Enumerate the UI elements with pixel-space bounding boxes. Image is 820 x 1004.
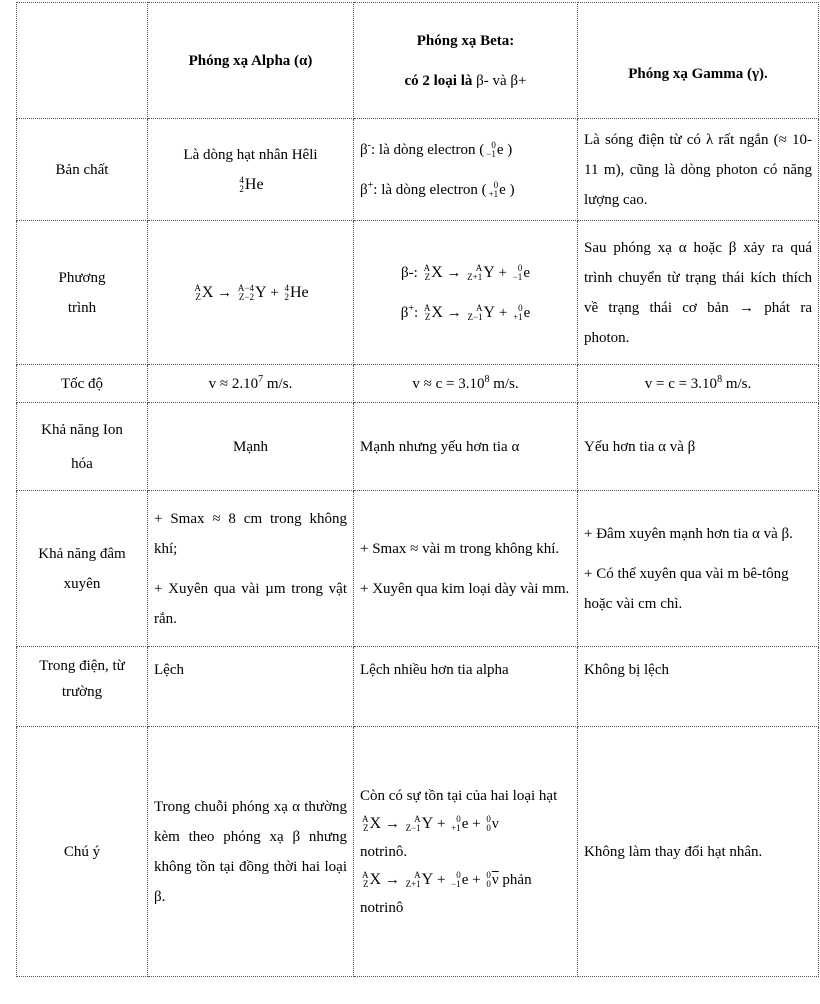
chu-y-beta-intro: Còn có sự tồn tại của hai loại hạt: [360, 787, 558, 804]
chu-y-equation-2: A Z X → A Z+1 Y + 0 −1 e + 0 0 $\overline{\nu}$ phản: [362, 870, 532, 890]
beta-minus-nature: β-: là dòng electron ( 0 −1 e ): [360, 139, 513, 160]
chu-y-beta: [354, 727, 578, 977]
toc-do-gamma: $v = c = 3.10^8$ m/s.: [578, 365, 819, 403]
chu-y-gamma: Không làm thay đổi hạt nhân.: [578, 727, 819, 977]
dien-tu-beta: Lệch nhiều hơn tia alpha: [354, 647, 578, 727]
row-dam-xuyen: [17, 491, 819, 647]
dam-xuyen-alpha-1: + Smax ≈ 8 cm trong không khí;: [154, 510, 347, 557]
label-phuong-trinh: Phương trình: [17, 221, 148, 365]
row-phuong-trinh: [17, 221, 819, 365]
label-dien-tu: Trong điện, từ trường: [17, 647, 148, 727]
ion-hoa-beta: Mạnh nhưng yếu hơn tia α: [354, 403, 578, 491]
alpha-equation: A Z X → A−4 Z−2 Y + 4 2 He: [148, 221, 354, 365]
row-chu-y: [17, 727, 819, 977]
header-alpha: Phóng xạ Alpha (α): [148, 3, 354, 119]
label-ban-chat: Bản chất: [17, 119, 148, 221]
header-beta-title: Phóng xạ Beta:: [416, 32, 515, 49]
beta-plus-nature: β+: là dòng electron ( 0 +1 e ): [360, 179, 515, 200]
label-toc-do: Tốc độ: [17, 365, 148, 403]
row-ban-chat: [17, 119, 819, 221]
dien-tu-gamma: Không bị lệch: [578, 647, 819, 727]
header-beta-sub-prefix: có 2 loại là: [404, 72, 477, 89]
helium-symbol: He: [244, 175, 264, 193]
chu-y-alpha: Trong chuỗi phóng xạ α thường kèm theo phóng xạ β nhưng không tồn tại đồng thời hai loại β.: [148, 727, 354, 977]
label-chu-y: Chú ý: [17, 727, 148, 977]
header-beta-subtitle: [360, 61, 571, 101]
toc-do-beta: $v \approx c = 3.10^8$ m/s.: [354, 365, 578, 403]
dam-xuyen-gamma-2: + Có thể xuyên qua vài m bê-tông hoặc vài cm chì.: [584, 565, 789, 612]
row-toc-do: [17, 365, 819, 403]
dam-xuyen-beta-2: + Xuyên qua kim loại dày vài mm.: [360, 580, 570, 597]
beta-plus-equation: β+: A Z X → A Z−1 Y + 0 +1 e: [400, 302, 531, 323]
dam-xuyen-alpha: [148, 491, 354, 647]
chu-y-antineutrino: notrinô: [360, 899, 404, 916]
ban-chat-beta: [354, 119, 578, 221]
ban-chat-gamma: Là sóng điện từ có λ rất ngắn (≈ 10-11 m), cũng là dòng photon có năng lượng cao.: [578, 119, 819, 221]
ban-chat-alpha-text: Là dòng hạt nhân Hêli: [183, 146, 318, 163]
phuong-trinh-gamma: Sau phóng xạ α hoặc β xảy ra quá trình chuyển từ trạng thái kích thích về trạng thái cơ bản → phát ra photon.: [578, 221, 819, 365]
dam-xuyen-gamma-1: + Đâm xuyên mạnh hơn tia α và β.: [584, 525, 793, 542]
header-beta: [354, 3, 578, 119]
ion-hoa-alpha: Mạnh: [148, 403, 354, 491]
beta-equations: [354, 221, 578, 365]
chu-y-equation-1: A Z X → A Z−1 Y + 0 +1 e + 0 0 ν: [362, 814, 499, 834]
dam-xuyen-gamma: [578, 491, 819, 647]
beta-minus-equation: β-: A Z X → A Z+1 Y + 0 −1 e: [401, 263, 530, 283]
header-beta-sub-types: β- và β+: [476, 72, 527, 89]
dam-xuyen-beta: [354, 491, 578, 647]
radiation-comparison-table: [16, 2, 819, 977]
toc-do-alpha: $v \approx 2.10^7$ m/s.: [148, 365, 354, 403]
header-row: [17, 3, 819, 119]
chu-y-neutrino: notrinô.: [360, 843, 408, 860]
chu-y-phan: phản: [502, 871, 532, 888]
dam-xuyen-alpha-2: + Xuyên qua vài µm trong vật rắn.: [154, 580, 347, 627]
row-dien-tu: [17, 647, 819, 727]
label-ion-hoa: Khả năng Ion hóa: [17, 403, 148, 491]
ban-chat-alpha: [148, 119, 354, 221]
label-dam-xuyen: Khả năng đâm xuyên: [17, 491, 148, 647]
dien-tu-alpha: Lệch: [148, 647, 354, 727]
helium-nuclide: 4 2 He: [239, 175, 264, 195]
ion-hoa-gamma: Yếu hơn tia α và β: [578, 403, 819, 491]
dam-xuyen-beta-1: + Smax ≈ vài m trong không khí.: [360, 540, 560, 557]
row-ion-hoa: [17, 403, 819, 491]
header-empty-cell: [17, 3, 148, 119]
header-gamma: Phóng xạ Gamma (γ).: [578, 3, 819, 119]
